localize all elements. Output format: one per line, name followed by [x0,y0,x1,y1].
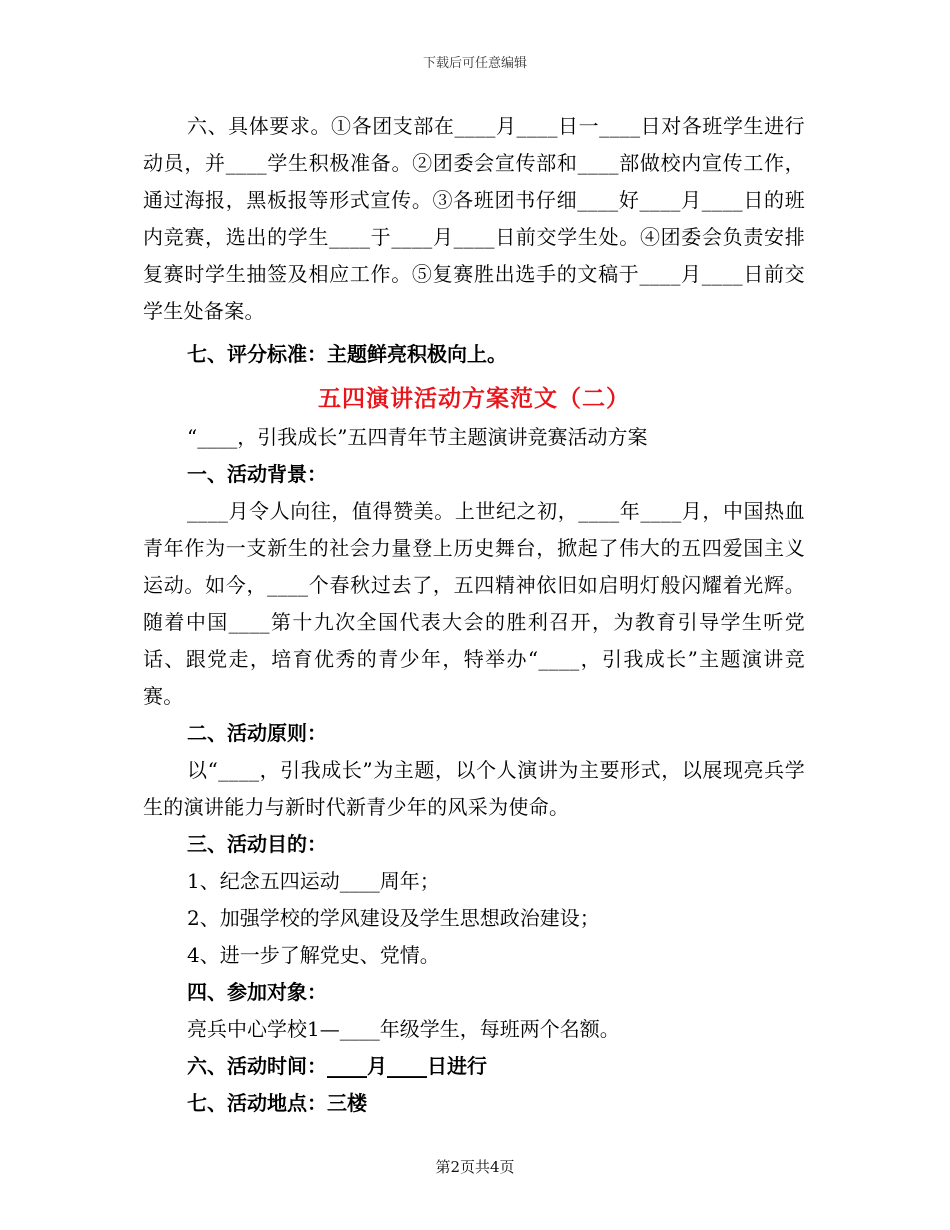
activity-time-line: 六、活动时间：____月____日进行 [187,1054,487,1078]
document-body [143,108,805,1122]
background-paragraph: ____月令人向往，值得赞美。上世纪之初，____年____月，中国热血青年作为一支新生的社会力量登上历史舞台，掀起了伟大的五四爱国主义运动。如今，____个春秋过去了，五四精神依旧如启明灯般闪耀着光辉。随着中国____第十九次全国代表大会的胜利召开，为教育引导学生听党话、跟党走，培育优秀的青少年，特举办“____，引我成长”主题演讲竞赛。 [143,499,805,708]
requirements-paragraph: 六、具体要求。①各团支部在____月____日一____日对各班学生进行动员，并____学生积极准备。②团委会宣传部和____部做校内宣传工作，通过海报，黑板报等形式宣传。③各班团书仔细____好____月____日的班内竞赛，选出的学生____于____月____日前交学生处。④团委会负责安排复赛时学生抽签及相应工作。⑤复赛胜出选手的文稿于____月____日前交学生处备案。 [143,114,805,323]
purpose-item: 4、进一步了解党史、党情。 [187,943,440,967]
principle-paragraph: 以“____，引我成长”为主题，以个人演讲为主要形式，以展现亮兵学生的演讲能力与新时代新青少年的风采为使命。 [143,758,805,819]
participants-text: 亮兵中心学校1—____年级学生，每班两个名额。 [187,1017,620,1041]
page-header-note: 下载后可任意编辑 [422,56,527,71]
section-title: 五四演讲活动方案范文（二） [318,386,630,412]
purpose-item: 1、纪念五四运动____周年； [187,869,440,893]
section-subtitle: “____，引我成长”五四青年节主题演讲竞赛活动方案 [187,425,648,449]
page-number-footer: 第2页共4页 [435,1158,515,1176]
participants-heading: 四、参加对象： [187,980,327,1004]
scoring-standard-line: 七、评分标准：主题鲜亮积极向上。 [187,342,507,366]
purpose-item: 2、加强学校的学风建设及学生思想政治建设； [187,906,600,930]
background-heading: 一、活动背景： [187,462,327,486]
principle-heading: 二、活动原则： [187,721,327,745]
activity-place-line: 七、活动地点：三楼 [187,1091,367,1115]
purpose-heading: 三、活动目的： [187,832,327,856]
